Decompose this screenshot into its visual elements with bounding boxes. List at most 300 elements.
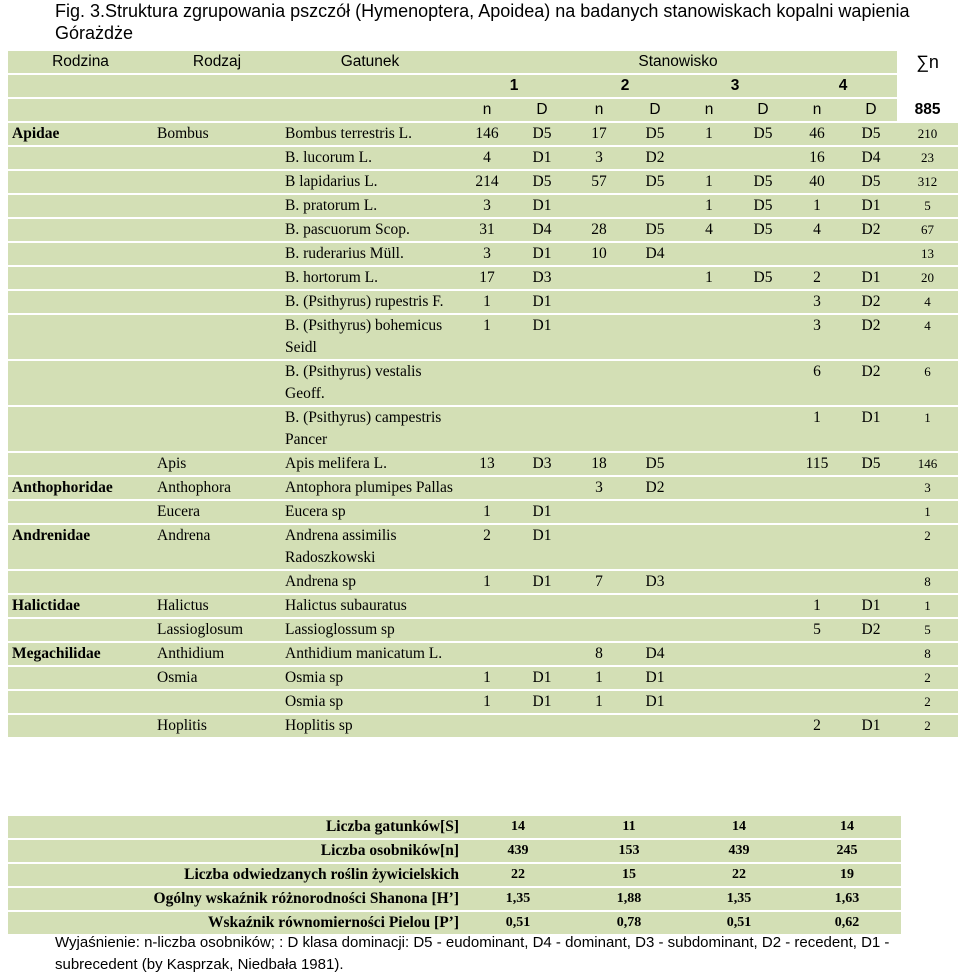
family-cell bbox=[8, 407, 153, 451]
dominance-cell bbox=[515, 619, 569, 641]
table-row bbox=[8, 123, 958, 145]
count-cell bbox=[681, 525, 737, 569]
sum-cell: 1 bbox=[897, 595, 958, 617]
count-cell bbox=[789, 691, 845, 713]
sum-cell: 146 bbox=[897, 453, 958, 475]
dominance-cell bbox=[737, 691, 789, 713]
summary-value: 0,51 bbox=[685, 912, 793, 934]
count-cell: 3 bbox=[569, 477, 629, 499]
genus-cell bbox=[153, 195, 281, 217]
count-cell bbox=[681, 243, 737, 265]
count-cell: 115 bbox=[789, 453, 845, 475]
sum-cell: 20 bbox=[897, 267, 958, 289]
dominance-cell bbox=[629, 595, 681, 617]
family-cell bbox=[8, 715, 153, 737]
dominance-cell: D3 bbox=[515, 453, 569, 475]
species-cell: Osmia sp bbox=[281, 691, 459, 713]
summary-value: 1,35 bbox=[463, 888, 573, 910]
count-cell: 3 bbox=[459, 195, 515, 217]
count-cell: 31 bbox=[459, 219, 515, 241]
dominance-cell bbox=[737, 501, 789, 523]
dominance-cell: D4 bbox=[515, 219, 569, 241]
dominance-cell bbox=[629, 525, 681, 569]
header-row-3 bbox=[8, 99, 958, 121]
family-cell bbox=[8, 219, 153, 241]
family-cell: Andrenidae bbox=[8, 525, 153, 569]
count-cell bbox=[569, 715, 629, 737]
dominance-cell bbox=[629, 619, 681, 641]
dominance-cell: D2 bbox=[629, 147, 681, 169]
dominance-cell: D5 bbox=[629, 219, 681, 241]
count-cell bbox=[789, 243, 845, 265]
table-row bbox=[8, 525, 958, 569]
dominance-cell bbox=[737, 361, 789, 405]
species-cell: Andrena sp bbox=[281, 571, 459, 593]
summary-row bbox=[8, 864, 901, 886]
dominance-cell: D1 bbox=[515, 147, 569, 169]
dominance-cell: D1 bbox=[845, 715, 897, 737]
count-cell: 146 bbox=[459, 123, 515, 145]
dominance-cell bbox=[737, 667, 789, 689]
sum-cell: 312 bbox=[897, 171, 958, 193]
sum-cell: 8 bbox=[897, 643, 958, 665]
count-cell: 214 bbox=[459, 171, 515, 193]
summary-value: 1,63 bbox=[793, 888, 901, 910]
count-cell: 8 bbox=[569, 643, 629, 665]
dominance-cell bbox=[737, 477, 789, 499]
genus-cell: Hoplitis bbox=[153, 715, 281, 737]
species-cell: B. (Psithyrus) bohemicus Seidl bbox=[281, 315, 459, 359]
count-cell: 4 bbox=[459, 147, 515, 169]
dominance-cell: D5 bbox=[629, 123, 681, 145]
table-row bbox=[8, 361, 958, 405]
count-cell bbox=[681, 453, 737, 475]
count-cell bbox=[459, 595, 515, 617]
genus-cell bbox=[153, 243, 281, 265]
dominance-cell bbox=[845, 691, 897, 713]
count-cell bbox=[789, 571, 845, 593]
count-cell bbox=[789, 643, 845, 665]
species-cell: B. (Psithyrus) rupestris F. bbox=[281, 291, 459, 313]
species-cell: Andrena assimilis Radoszkowski bbox=[281, 525, 459, 569]
family-cell: Apidae bbox=[8, 123, 153, 145]
summary-label: Wskaźnik równomierności Pielou [P’] bbox=[8, 912, 463, 934]
header-site-1: 1 bbox=[459, 75, 569, 97]
summary-table bbox=[8, 814, 901, 936]
dominance-cell: D5 bbox=[737, 195, 789, 217]
genus-cell bbox=[153, 407, 281, 451]
species-cell: B. pascuorum Scop. bbox=[281, 219, 459, 241]
summary-label: Liczba osobników[n] bbox=[8, 840, 463, 862]
sum-cell: 23 bbox=[897, 147, 958, 169]
dominance-cell: D5 bbox=[845, 453, 897, 475]
table-row bbox=[8, 407, 958, 451]
dominance-cell bbox=[515, 407, 569, 451]
count-cell bbox=[789, 477, 845, 499]
count-cell: 40 bbox=[789, 171, 845, 193]
family-cell bbox=[8, 243, 153, 265]
sum-cell: 8 bbox=[897, 571, 958, 593]
footnote: Wyjaśnienie: n-liczba osobników; : D klasa dominacji: D5 - eudominant, D4 - dominant, D3 - subdominant, D2 - recedent, D1 - subrecedent (by Kasprzak, Niedbała 1981). bbox=[55, 934, 890, 973]
count-cell: 1 bbox=[789, 595, 845, 617]
species-cell: Apis melifera L. bbox=[281, 453, 459, 475]
sum-cell: 2 bbox=[897, 715, 958, 737]
dominance-cell bbox=[629, 195, 681, 217]
dominance-cell: D5 bbox=[737, 219, 789, 241]
summary-label: Liczba odwiedzanych roślin żywicielskich bbox=[8, 864, 463, 886]
dominance-cell: D1 bbox=[629, 691, 681, 713]
count-cell: 1 bbox=[681, 195, 737, 217]
summary-label: Liczba gatunków[S] bbox=[8, 816, 463, 838]
header-row-2 bbox=[8, 75, 958, 97]
count-cell bbox=[681, 691, 737, 713]
header-site-4: 4 bbox=[789, 75, 897, 97]
family-cell bbox=[8, 315, 153, 359]
count-cell bbox=[789, 667, 845, 689]
count-cell: 3 bbox=[789, 315, 845, 359]
dominance-cell bbox=[515, 715, 569, 737]
dominance-cell bbox=[515, 595, 569, 617]
table-row bbox=[8, 691, 958, 713]
species-cell: Hoplitis sp bbox=[281, 715, 459, 737]
count-cell: 1 bbox=[569, 667, 629, 689]
dominance-cell: D5 bbox=[629, 453, 681, 475]
count-cell: 1 bbox=[459, 291, 515, 313]
dominance-cell: D5 bbox=[737, 123, 789, 145]
dominance-cell bbox=[845, 501, 897, 523]
sum-cell: 67 bbox=[897, 219, 958, 241]
count-cell: 2 bbox=[459, 525, 515, 569]
count-cell: 2 bbox=[789, 267, 845, 289]
family-cell bbox=[8, 171, 153, 193]
count-cell bbox=[681, 361, 737, 405]
species-table bbox=[8, 49, 958, 739]
dominance-cell: D1 bbox=[845, 407, 897, 451]
header-stanowisko: Stanowisko bbox=[459, 51, 897, 73]
summary-value: 0,78 bbox=[573, 912, 685, 934]
dominance-cell bbox=[737, 715, 789, 737]
summary-value: 0,51 bbox=[463, 912, 573, 934]
dominance-cell: D1 bbox=[515, 243, 569, 265]
count-cell: 1 bbox=[459, 501, 515, 523]
dominance-cell: D5 bbox=[515, 171, 569, 193]
table-row bbox=[8, 219, 958, 241]
dominance-cell bbox=[737, 525, 789, 569]
sum-cell: 4 bbox=[897, 291, 958, 313]
count-cell bbox=[569, 315, 629, 359]
dominance-cell: D1 bbox=[515, 571, 569, 593]
count-cell bbox=[681, 477, 737, 499]
summary-value: 11 bbox=[573, 816, 685, 838]
count-cell bbox=[681, 291, 737, 313]
genus-cell: Lassioglosum bbox=[153, 619, 281, 641]
dominance-cell bbox=[629, 361, 681, 405]
species-cell: Eucera sp bbox=[281, 501, 459, 523]
summary-row bbox=[8, 840, 901, 862]
count-cell bbox=[681, 501, 737, 523]
count-cell bbox=[681, 147, 737, 169]
family-cell bbox=[8, 619, 153, 641]
count-cell bbox=[681, 595, 737, 617]
dominance-cell: D1 bbox=[845, 595, 897, 617]
header-n-1: n bbox=[459, 99, 515, 121]
genus-cell bbox=[153, 219, 281, 241]
sum-cell: 13 bbox=[897, 243, 958, 265]
sum-cell: 1 bbox=[897, 407, 958, 451]
summary-value: 439 bbox=[463, 840, 573, 862]
summary-value: 19 bbox=[793, 864, 901, 886]
genus-cell bbox=[153, 147, 281, 169]
dominance-cell bbox=[515, 477, 569, 499]
count-cell bbox=[459, 619, 515, 641]
header-d-1: D bbox=[515, 99, 569, 121]
count-cell bbox=[681, 715, 737, 737]
table-row bbox=[8, 195, 958, 217]
summary-row bbox=[8, 912, 901, 934]
species-cell: Lassioglossum sp bbox=[281, 619, 459, 641]
dominance-cell: D3 bbox=[629, 571, 681, 593]
genus-cell: Apis bbox=[153, 453, 281, 475]
species-cell: Osmia sp bbox=[281, 667, 459, 689]
dominance-cell: D2 bbox=[845, 315, 897, 359]
family-cell bbox=[8, 291, 153, 313]
genus-cell bbox=[153, 571, 281, 593]
count-cell bbox=[789, 501, 845, 523]
table-row bbox=[8, 595, 958, 617]
count-cell: 6 bbox=[789, 361, 845, 405]
summary-label: Ogólny wskaźnik różnorodności Shanona [H’] bbox=[8, 888, 463, 910]
genus-cell bbox=[153, 315, 281, 359]
table-row bbox=[8, 291, 958, 313]
species-cell: B. pratorum L. bbox=[281, 195, 459, 217]
table-row bbox=[8, 453, 958, 475]
genus-cell bbox=[153, 267, 281, 289]
count-cell bbox=[569, 525, 629, 569]
family-cell bbox=[8, 195, 153, 217]
dominance-cell: D5 bbox=[629, 171, 681, 193]
genus-cell: Andrena bbox=[153, 525, 281, 569]
count-cell: 1 bbox=[459, 315, 515, 359]
dominance-cell bbox=[737, 643, 789, 665]
count-cell bbox=[681, 643, 737, 665]
family-cell bbox=[8, 267, 153, 289]
table-row bbox=[8, 619, 958, 641]
summary-value: 14 bbox=[463, 816, 573, 838]
dominance-cell bbox=[737, 619, 789, 641]
family-cell: Halictidae bbox=[8, 595, 153, 617]
sum-cell: 2 bbox=[897, 525, 958, 569]
count-cell: 1 bbox=[789, 195, 845, 217]
count-cell bbox=[681, 619, 737, 641]
family-cell bbox=[8, 361, 153, 405]
dominance-cell bbox=[737, 571, 789, 593]
genus-cell bbox=[153, 171, 281, 193]
species-cell: Halictus subauratus bbox=[281, 595, 459, 617]
table-row bbox=[8, 477, 958, 499]
count-cell: 7 bbox=[569, 571, 629, 593]
dominance-cell: D5 bbox=[845, 123, 897, 145]
species-cell: B lapidarius L. bbox=[281, 171, 459, 193]
count-cell: 1 bbox=[681, 267, 737, 289]
species-cell: Anthidium manicatum L. bbox=[281, 643, 459, 665]
species-cell: B. (Psithyrus) vestalis Geoff. bbox=[281, 361, 459, 405]
header-n-4: n bbox=[789, 99, 845, 121]
header-n-3: n bbox=[681, 99, 737, 121]
family-cell bbox=[8, 667, 153, 689]
count-cell bbox=[569, 267, 629, 289]
dominance-cell bbox=[845, 571, 897, 593]
genus-cell: Bombus bbox=[153, 123, 281, 145]
dominance-cell: D5 bbox=[737, 267, 789, 289]
summary-value: 14 bbox=[685, 816, 793, 838]
dominance-cell: D1 bbox=[515, 195, 569, 217]
count-cell: 1 bbox=[569, 691, 629, 713]
table-row bbox=[8, 171, 958, 193]
table-row bbox=[8, 243, 958, 265]
count-cell bbox=[569, 361, 629, 405]
species-cell: B. hortorum L. bbox=[281, 267, 459, 289]
sum-cell: 5 bbox=[897, 195, 958, 217]
sum-cell: 5 bbox=[897, 619, 958, 641]
count-cell bbox=[459, 715, 515, 737]
dominance-cell: D5 bbox=[845, 171, 897, 193]
dominance-cell bbox=[629, 315, 681, 359]
summary-value: 1,35 bbox=[685, 888, 793, 910]
dominance-cell bbox=[629, 267, 681, 289]
header-d-2: D bbox=[629, 99, 681, 121]
species-cell: Antophora plumipes Pallas bbox=[281, 477, 459, 499]
family-cell bbox=[8, 571, 153, 593]
summary-row bbox=[8, 816, 901, 838]
header-row-1 bbox=[8, 51, 958, 73]
table-row bbox=[8, 315, 958, 359]
dominance-cell bbox=[629, 407, 681, 451]
species-cell: Bombus terrestris L. bbox=[281, 123, 459, 145]
genus-cell: Halictus bbox=[153, 595, 281, 617]
summary-value: 22 bbox=[685, 864, 793, 886]
dominance-cell: D2 bbox=[845, 219, 897, 241]
dominance-cell: D1 bbox=[845, 267, 897, 289]
sum-cell: 6 bbox=[897, 361, 958, 405]
count-cell: 46 bbox=[789, 123, 845, 145]
header-total: 885 bbox=[897, 99, 958, 121]
dominance-cell bbox=[629, 291, 681, 313]
dominance-cell bbox=[845, 643, 897, 665]
family-cell: Anthophoridae bbox=[8, 477, 153, 499]
figure-title: Fig. 3.Struktura zgrupowania pszczół (Hymenoptera, Apoidea) na badanych stanowiskach kopalni wapienia Górażdże bbox=[55, 1, 910, 43]
sum-cell: 4 bbox=[897, 315, 958, 359]
count-cell bbox=[569, 407, 629, 451]
dominance-cell bbox=[737, 243, 789, 265]
count-cell: 4 bbox=[681, 219, 737, 241]
header-sum: ∑n bbox=[897, 51, 958, 73]
count-cell: 1 bbox=[681, 171, 737, 193]
species-cell: B. lucorum L. bbox=[281, 147, 459, 169]
header-n-2: n bbox=[569, 99, 629, 121]
count-cell: 2 bbox=[789, 715, 845, 737]
dominance-cell: D4 bbox=[629, 243, 681, 265]
family-cell bbox=[8, 691, 153, 713]
count-cell: 13 bbox=[459, 453, 515, 475]
sum-cell: 1 bbox=[897, 501, 958, 523]
species-cell: B. (Psithyrus) campestris Pancer bbox=[281, 407, 459, 451]
count-cell: 57 bbox=[569, 171, 629, 193]
count-cell: 4 bbox=[789, 219, 845, 241]
dominance-cell: D1 bbox=[845, 195, 897, 217]
dominance-cell: D1 bbox=[515, 315, 569, 359]
dominance-cell bbox=[737, 595, 789, 617]
header-site-2: 2 bbox=[569, 75, 681, 97]
header-site-3: 3 bbox=[681, 75, 789, 97]
count-cell: 1 bbox=[459, 571, 515, 593]
dominance-cell: D1 bbox=[629, 667, 681, 689]
dominance-cell bbox=[845, 243, 897, 265]
count-cell bbox=[569, 291, 629, 313]
count-cell: 1 bbox=[789, 407, 845, 451]
dominance-cell: D1 bbox=[515, 667, 569, 689]
dominance-cell bbox=[737, 315, 789, 359]
table-row bbox=[8, 571, 958, 593]
species-cell: B. ruderarius Müll. bbox=[281, 243, 459, 265]
count-cell bbox=[789, 525, 845, 569]
dominance-cell: D2 bbox=[845, 291, 897, 313]
count-cell: 10 bbox=[569, 243, 629, 265]
count-cell bbox=[681, 667, 737, 689]
genus-cell: Anthophora bbox=[153, 477, 281, 499]
family-cell bbox=[8, 453, 153, 475]
summary-value: 1,88 bbox=[573, 888, 685, 910]
summary-value: 14 bbox=[793, 816, 901, 838]
header-d-3: D bbox=[737, 99, 789, 121]
dominance-cell: D1 bbox=[515, 691, 569, 713]
header-d-4: D bbox=[845, 99, 897, 121]
header-rodzaj: Rodzaj bbox=[153, 51, 281, 73]
summary-value: 153 bbox=[573, 840, 685, 862]
count-cell bbox=[459, 407, 515, 451]
summary-value: 22 bbox=[463, 864, 573, 886]
table-row bbox=[8, 501, 958, 523]
table-row bbox=[8, 715, 958, 737]
dominance-cell bbox=[737, 291, 789, 313]
genus-cell bbox=[153, 691, 281, 713]
family-cell bbox=[8, 147, 153, 169]
count-cell: 18 bbox=[569, 453, 629, 475]
count-cell: 5 bbox=[789, 619, 845, 641]
dominance-cell bbox=[737, 453, 789, 475]
dominance-cell bbox=[515, 361, 569, 405]
sum-cell: 2 bbox=[897, 667, 958, 689]
family-cell: Megachilidae bbox=[8, 643, 153, 665]
dominance-cell: D3 bbox=[515, 267, 569, 289]
count-cell bbox=[459, 477, 515, 499]
sum-cell: 210 bbox=[897, 123, 958, 145]
count-cell bbox=[681, 315, 737, 359]
count-cell: 16 bbox=[789, 147, 845, 169]
dominance-cell bbox=[845, 477, 897, 499]
count-cell: 1 bbox=[681, 123, 737, 145]
family-cell bbox=[8, 501, 153, 523]
dominance-cell: D1 bbox=[515, 525, 569, 569]
count-cell bbox=[459, 361, 515, 405]
header-gatunek: Gatunek bbox=[281, 51, 459, 73]
header-rodzina: Rodzina bbox=[8, 51, 153, 73]
genus-cell: Eucera bbox=[153, 501, 281, 523]
genus-cell: Osmia bbox=[153, 667, 281, 689]
dominance-cell: D2 bbox=[845, 361, 897, 405]
count-cell bbox=[681, 407, 737, 451]
dominance-cell: D2 bbox=[629, 477, 681, 499]
count-cell: 17 bbox=[459, 267, 515, 289]
